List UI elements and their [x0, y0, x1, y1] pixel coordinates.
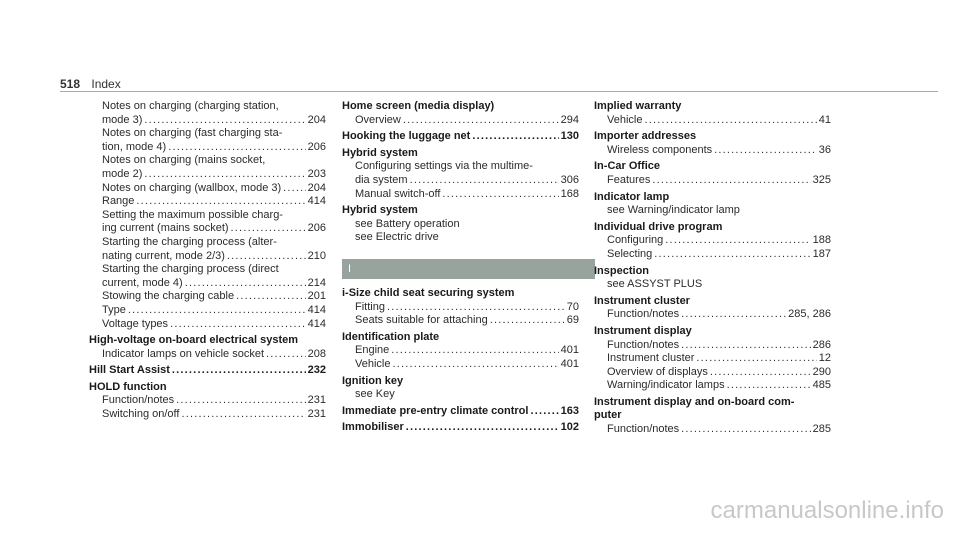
sub-entry	[89, 290, 326, 304]
page-reference[interactable]: 69	[566, 314, 579, 327]
entry-text: Vehicle	[607, 113, 643, 126]
sub-entry	[89, 182, 326, 196]
sub-entry	[89, 304, 326, 318]
page-reference[interactable]: 41	[818, 113, 831, 126]
page-reference[interactable]: 187	[812, 247, 831, 260]
page-reference[interactable]: 188	[812, 234, 831, 247]
entry-text: Switching on/off	[102, 408, 180, 421]
entry-text: dia system	[355, 173, 408, 186]
dot-leader	[654, 248, 810, 262]
entry-heading: i-Size child seat securing system	[342, 286, 515, 299]
index-entry	[89, 100, 326, 331]
sub-entry: Notes on charging (fast charging sta-	[102, 127, 283, 140]
dot-leader	[696, 352, 816, 366]
sub-entry: Configuring settings via the multime-	[355, 160, 533, 173]
index-entry	[89, 334, 326, 361]
entry-text: ing current (mains socket)	[102, 222, 229, 235]
dot-leader	[283, 182, 305, 196]
dot-leader	[168, 141, 305, 155]
sub-entry	[594, 423, 831, 437]
entry-text: Overview	[355, 113, 401, 126]
page-reference[interactable]: 231	[307, 408, 326, 421]
letter-divider: I	[342, 259, 595, 279]
entry-text: Hill Start Assist	[89, 364, 170, 377]
entry-text: Function/notes	[607, 308, 680, 321]
entry-text: Wireless components	[607, 143, 713, 156]
page-reference[interactable]: 232	[307, 364, 326, 377]
sub-entry	[594, 352, 831, 366]
sub-entry: see Electric drive	[355, 231, 439, 244]
header-rule	[60, 91, 938, 92]
index-column-3	[594, 100, 831, 440]
sub-entry	[342, 174, 579, 188]
entry-heading: Instrument display and on-board com-	[594, 395, 795, 408]
sub-entry: see Warning/indicator lamp	[607, 204, 740, 217]
page-reference[interactable]: 102	[560, 421, 579, 434]
entry-heading: In-Car Office	[594, 160, 661, 173]
index-entry	[594, 396, 831, 437]
index-entry	[594, 130, 831, 157]
dot-leader	[406, 421, 559, 435]
dot-leader	[170, 318, 306, 332]
sub-entry	[342, 188, 579, 202]
sub-entry	[594, 366, 831, 380]
dot-leader	[176, 394, 305, 408]
dot-leader	[128, 304, 306, 318]
sub-entry: see Key	[355, 388, 395, 401]
index-entry	[342, 331, 579, 372]
sub-entry: Notes on charging (charging station,	[102, 100, 279, 112]
dot-leader	[392, 358, 558, 372]
entry-heading: Home screen (media display)	[342, 100, 495, 112]
index-entry	[342, 100, 579, 127]
index-entry	[89, 381, 326, 422]
index-entry	[594, 160, 831, 187]
page-reference[interactable]: 414	[307, 303, 326, 316]
sub-entry	[342, 301, 579, 315]
dot-leader	[490, 314, 565, 328]
page-reference[interactable]: 231	[307, 394, 326, 407]
dot-leader	[644, 114, 816, 128]
dot-leader	[185, 277, 306, 291]
page-reference[interactable]: 286	[812, 338, 831, 351]
index-entry	[342, 375, 579, 402]
entry-text: Overview of displays	[607, 365, 708, 378]
sub-entry	[89, 168, 326, 182]
index-column-1	[89, 100, 326, 425]
sub-entry	[89, 318, 326, 332]
section-title: Index	[91, 77, 121, 91]
sub-entry	[594, 174, 831, 188]
dot-leader	[714, 144, 817, 158]
page-reference[interactable]: 285, 286	[788, 308, 831, 321]
dot-leader	[727, 379, 811, 393]
index-entry	[342, 130, 579, 144]
dot-leader	[530, 405, 558, 419]
sub-entry	[89, 250, 326, 264]
page-reference[interactable]: 130	[560, 130, 579, 143]
entry-text: Immobiliser	[342, 421, 404, 434]
index-entry	[342, 147, 579, 201]
entry-text: Function/notes	[607, 423, 680, 436]
entry-text: Features	[607, 173, 651, 186]
entry-heading: Ignition key	[342, 374, 404, 387]
index-entry	[342, 204, 579, 245]
dot-leader	[387, 301, 565, 315]
entry-heading	[342, 130, 579, 144]
dot-leader	[410, 174, 559, 188]
page-reference[interactable]: 201	[307, 290, 326, 303]
entry-heading: Hybrid system	[342, 204, 418, 217]
entry-heading: Individual drive program	[594, 220, 723, 233]
dot-leader	[144, 168, 305, 182]
sub-entry	[89, 408, 326, 422]
sub-entry: see ASSYST PLUS	[607, 278, 703, 291]
entry-text: current, mode 4)	[102, 276, 183, 289]
entry-text: Vehicle	[355, 357, 391, 370]
page-reference[interactable]: 210	[307, 249, 326, 262]
entry-text: Configuring	[607, 234, 664, 247]
entry-text: mode 3)	[102, 113, 143, 126]
page-reference[interactable]: 401	[560, 344, 579, 357]
page-reference[interactable]: 206	[307, 222, 326, 235]
sub-entry	[89, 141, 326, 155]
sub-entry	[89, 394, 326, 408]
sub-entry	[342, 114, 579, 128]
dot-leader	[681, 423, 810, 437]
page-reference[interactable]: 204	[307, 113, 326, 126]
index-entry	[89, 364, 326, 378]
entry-text: Instrument cluster	[607, 352, 695, 365]
entry-text: Fitting	[355, 300, 385, 313]
sub-entry	[594, 339, 831, 353]
index-entry	[342, 287, 579, 328]
sub-entry: Notes on charging (mains socket,	[102, 154, 266, 167]
page-reference[interactable]: 70	[566, 300, 579, 313]
dot-leader	[442, 188, 558, 202]
sub-entry	[342, 314, 579, 328]
dot-leader	[681, 339, 810, 353]
dot-leader	[181, 408, 305, 422]
entry-heading	[89, 364, 326, 378]
entry-heading: Hybrid system	[342, 146, 418, 159]
dot-leader	[266, 348, 306, 362]
page-reference[interactable]: 214	[307, 276, 326, 289]
dot-leader	[227, 250, 306, 264]
page-reference[interactable]: 285	[812, 423, 831, 436]
entry-text: Voltage types	[102, 317, 169, 330]
page-reference[interactable]: 204	[307, 181, 326, 194]
sub-entry	[89, 277, 326, 291]
sub-entry: Setting the maximum possible charg-	[102, 208, 283, 221]
entry-heading: Identification plate	[342, 330, 440, 343]
entry-text: Manual switch-off	[355, 187, 441, 200]
sub-entry	[89, 348, 326, 362]
sub-entry	[594, 114, 831, 128]
sub-entry	[89, 222, 326, 236]
dot-leader	[391, 344, 558, 358]
entry-heading	[342, 405, 579, 419]
entry-text: Function/notes	[607, 338, 680, 351]
page-reference[interactable]: 36	[818, 143, 831, 156]
entry-text: Notes on charging (wallbox, mode 3)	[102, 181, 282, 194]
page-reference[interactable]: 203	[307, 167, 326, 180]
index-column-2	[342, 100, 579, 438]
dot-leader	[136, 195, 305, 209]
index-entry	[594, 265, 831, 292]
entry-text: Immediate pre-entry climate control	[342, 404, 529, 417]
dot-leader	[652, 174, 810, 188]
entry-heading: Implied warranty	[594, 100, 682, 112]
entry-heading: HOLD function	[89, 380, 167, 393]
entry-heading: High-voltage on-board electrical system	[89, 334, 299, 347]
entry-text: Warning/indicator lamps	[607, 379, 725, 392]
entry-heading: puter	[594, 409, 622, 422]
page-number: 518	[60, 77, 81, 91]
sub-entry: Starting the charging process (direct	[102, 263, 279, 276]
entry-heading: Instrument cluster	[594, 294, 690, 307]
entry-heading: Instrument display	[594, 324, 692, 337]
page-reference[interactable]: 206	[307, 140, 326, 153]
entry-text: Indicator lamps on vehicle socket	[102, 347, 265, 360]
sub-entry	[89, 195, 326, 209]
entry-text: Function/notes	[102, 394, 175, 407]
entry-text: mode 2)	[102, 167, 143, 180]
sub-entry	[342, 358, 579, 372]
sub-entry	[594, 144, 831, 158]
index-entry	[342, 421, 579, 435]
entry-text: nating current, mode 2/3)	[102, 249, 225, 262]
page-reference[interactable]: 414	[307, 195, 326, 208]
entry-heading	[342, 421, 579, 435]
entry-text: Stowing the charging cable	[102, 290, 235, 303]
dot-leader	[231, 222, 306, 236]
sub-entry: Starting the charging process (alter-	[102, 235, 277, 248]
page-reference[interactable]: 306	[560, 173, 579, 186]
entry-text: Range	[102, 195, 135, 208]
entry-text: tion, mode 4)	[102, 140, 167, 153]
dot-leader	[681, 308, 786, 322]
dot-leader	[472, 130, 558, 144]
index-entry	[342, 405, 579, 419]
page-header	[60, 77, 121, 91]
dot-leader	[403, 114, 559, 128]
index-entry	[594, 191, 831, 218]
page-reference[interactable]: 294	[560, 113, 579, 126]
sub-entry	[594, 248, 831, 262]
entry-heading: Inspection	[594, 264, 650, 277]
entry-text: Selecting	[607, 247, 653, 260]
entry-text: Seats suitable for attaching	[355, 314, 488, 327]
entry-text: Engine	[355, 344, 390, 357]
entry-heading: Indicator lamp	[594, 190, 670, 203]
sub-entry	[89, 114, 326, 128]
dot-leader	[236, 290, 306, 304]
sub-entry	[594, 308, 831, 322]
page-reference[interactable]: 163	[560, 404, 579, 417]
index-entry	[594, 325, 831, 393]
sub-entry	[594, 234, 831, 248]
dot-leader	[172, 364, 306, 378]
page-reference[interactable]: 208	[307, 347, 326, 360]
page-reference[interactable]: 290	[812, 365, 831, 378]
index-entry	[594, 100, 831, 127]
page-reference[interactable]: 168	[560, 187, 579, 200]
entry-heading: Importer addresses	[594, 130, 697, 143]
page-reference[interactable]: 325	[812, 173, 831, 186]
sub-entry: see Battery operation	[355, 217, 460, 230]
watermark: carmanualsonline.info	[710, 497, 944, 524]
page-reference[interactable]: 485	[812, 379, 831, 392]
sub-entry	[594, 379, 831, 393]
entry-text: Hooking the luggage net	[342, 130, 471, 143]
index-entry	[594, 221, 831, 262]
index-entry	[594, 295, 831, 322]
dot-leader	[710, 366, 811, 380]
page-reference[interactable]: 414	[307, 317, 326, 330]
sub-entry	[342, 344, 579, 358]
dot-leader	[665, 234, 810, 248]
page-reference[interactable]: 12	[818, 352, 831, 365]
entry-text: Type	[102, 303, 126, 316]
page-reference[interactable]: 401	[560, 357, 579, 370]
dot-leader	[144, 114, 305, 128]
